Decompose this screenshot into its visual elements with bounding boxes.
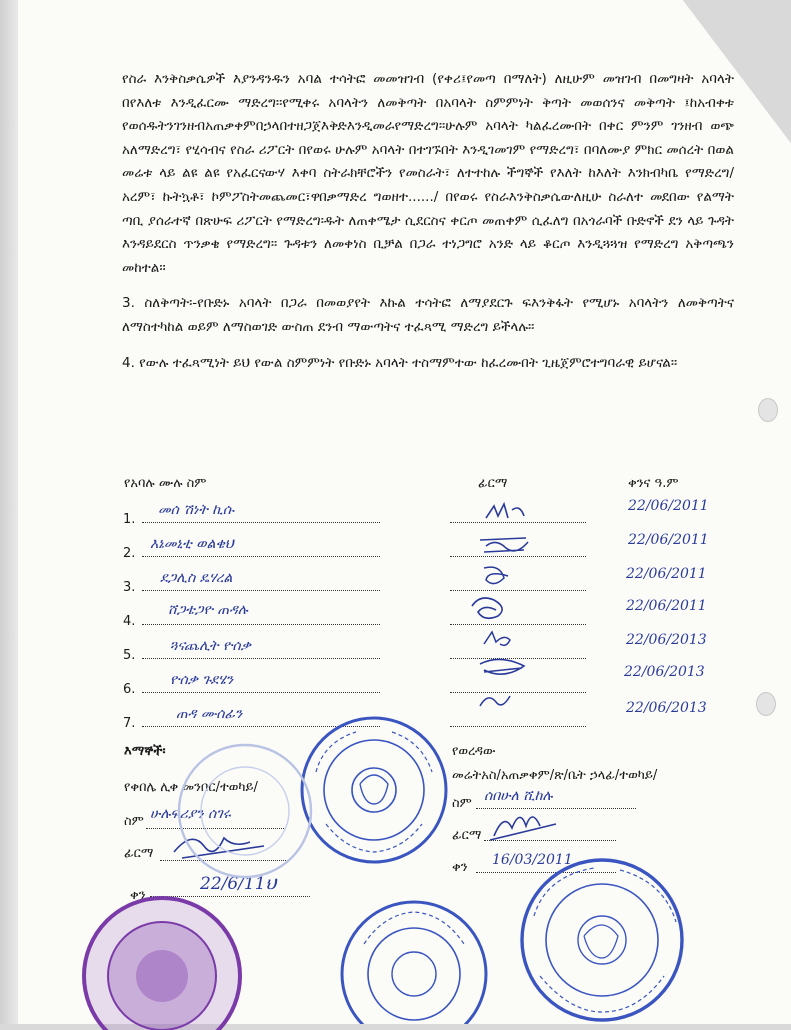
district-role: መሬትአስ/አጠቃቀም/ጽ/ቤት ኃላፊ/ተወካይ/ [452, 768, 658, 783]
district-name: ሰበሁለ ሺከሉ [484, 788, 553, 804]
district-date-label: ቀን [452, 860, 468, 875]
member-name: እኔመኒቲ ወልቄህ [150, 536, 234, 552]
member-signature [478, 626, 518, 652]
member-name: ሸጋቴጋዮ ጠዳሉ [168, 602, 248, 618]
witness-date: 22/6/11ህ [200, 874, 277, 894]
district-signature [486, 806, 566, 846]
member-name: መሰ ሽነት ኪሱ [158, 502, 234, 518]
row-number: 3. [123, 580, 136, 595]
member-signature [478, 562, 524, 590]
name-line [142, 624, 380, 625]
member-date: 22/06/2013 [626, 632, 707, 648]
signature-line [450, 522, 586, 523]
faded-stamp-left [170, 736, 320, 886]
name-line [142, 522, 380, 523]
member-signature [482, 500, 532, 524]
paragraph-duties: የስራ እንቅስቃሴዎች እያንዳንዱን አባል ተሳትፎ መመዝገብ (የቀሪ፤የመጣ በማለት) ለዚሁም መዝገብ በመግዛት አባላት በየእለቱ እንዲፈርሙ ማድረግ፡፡የሚቀሩ አባላትን ለመቅጣት በአባላት ስምምነት ቅጣት መወሰንና መቅጣት ፤ከአብቀቱ የወሰዱትንገንዘብአጠቃቀምበኃላበተዘጋጀእቅድእንዲመራየማድረግ፡፡ሁሉም አባላት ካልፈረሙበት በቀር ምንም ገንዘብ ወጭ አለማድረግ፣ የሂሳብና የስራ ሪፖርት በየወሩ ሁሉም አባላት በተገኙበት እንዲገመገም የማድረግ፣ በባለሙያ ምክር መሰረት በወል መሬቱ ላይ ልዩ ልዩ የአፈርናውሃ እቀባ ስትራክቸሮችን የመስራት፣ ለተተከሉ ችግኞች የእለት ከእለት እንክብካቤ የማድረግ/አረም፣ ኩትኳቶ፣ ኮምፖስትመጨመር፣ዋበቃማድረ ግወዘተ....../ በየወሩ የስራእንቅስቃሴውለዚሁ ስራለተ መደበው የልማት ጣቢ ያሰራተኛ በጽሁፍ ሪፖርት የማድረግ፡ዱት ለጠቀሜታ ሲደርስና ቀርጦ መጠቀም ሲፈለግ በአጎራባች ቡድኖች ደን ላይ ጉዳት እንዳይደርስ ጥንቃቄ የማድረግ፡፡ ጉዳቱን ለመቀነስ ቢቻል በጋራ ተነጋግሮ አንድ ላይ ቆርጦ እንዲጓጓዝ የማድረግ አቅጣጫን መከተል፡፡ [122, 71, 734, 276]
district-sign-label: ፊርማ [452, 828, 482, 843]
name-line [142, 590, 380, 591]
row-number: 2. [123, 546, 136, 561]
witness-date-label: ቀን [130, 888, 146, 903]
row-number: 4. [123, 614, 136, 629]
paragraph-effectiveness: 4. የውሉ ተፈጻሚነት ይህ የውል ስምምነት የቡድኑ አባላት ተስማምተው ከፈረሙበት ጊዜጀምሮተግባራዊ ይሆናል፡፡ [122, 354, 678, 371]
row-number: 6. [123, 682, 136, 697]
official-stamp-bottom [334, 894, 494, 1024]
member-signature [476, 690, 516, 714]
member-date: 22/06/2011 [626, 566, 707, 582]
name-line [142, 692, 380, 693]
member-date: 22/06/2011 [628, 498, 709, 514]
signature-line [450, 556, 586, 557]
member-signature [466, 592, 516, 624]
member-signature [476, 654, 532, 682]
punch-hole [756, 692, 776, 716]
header-signature: ፊርማ [478, 476, 508, 491]
agreement-text [122, 68, 734, 387]
district-title: የወረዳው [452, 744, 496, 759]
district-date: 16/03/2011 [492, 852, 573, 868]
member-name: ዮሰቃ ጉደሄን [170, 672, 234, 688]
member-name: ደጋሊስ ዴሃረል [160, 570, 233, 586]
district-name-label: ስም [452, 796, 472, 811]
official-stamp-right [510, 846, 700, 1024]
row-number: 5. [123, 648, 136, 663]
member-signature [476, 532, 536, 558]
witness-name: ሁሉፍሪያን ሰገሩ [150, 806, 231, 822]
member-name: ጓናጨሊት ዮሰቃ [170, 638, 251, 654]
member-date: 22/06/2011 [628, 532, 709, 548]
header-member-name: የአባሉ ሙሉ ስም [124, 476, 207, 491]
header-date: ቀንና ዓ.ም [628, 476, 679, 491]
signature-line [450, 726, 586, 727]
signature-line [450, 624, 586, 625]
member-date: 22/06/2013 [624, 664, 705, 680]
punch-hole [758, 398, 778, 422]
witness-role: የቀበሌ ሊቀ መንበር/ተወካይ/ [124, 780, 258, 795]
member-name: ጠዳ ሙሰፊን [176, 706, 243, 722]
witness-sign-label: ፊርማ [124, 846, 154, 861]
witness-name-label: ስም [124, 814, 144, 829]
name-line [142, 556, 380, 557]
member-date: 22/06/2013 [626, 700, 707, 716]
name-line [142, 658, 380, 659]
signature-line [450, 692, 586, 693]
member-date: 22/06/2011 [626, 598, 707, 614]
row-number: 7. [123, 716, 136, 731]
signature-line [450, 590, 586, 591]
purple-stamp [66, 880, 246, 1030]
witness-title: እማኞች፡ [124, 744, 166, 759]
paragraph-penalty: 3. ስለቅጣት፡-የቡድኑ አባላት በጋራ በመወያየት እኩል ተሳትፎ ለማያደርጉ ፍእንቅፋት የሚሆኑ አባላትን ለመቅጣትና ለማስተካከል ወይም ለማስወገድ ውስጠ ደንብ ማውጣትና ተፈጻሚ ማድረግ ይችላሉ፡፡ [122, 295, 734, 335]
row-number: 1. [123, 512, 136, 527]
